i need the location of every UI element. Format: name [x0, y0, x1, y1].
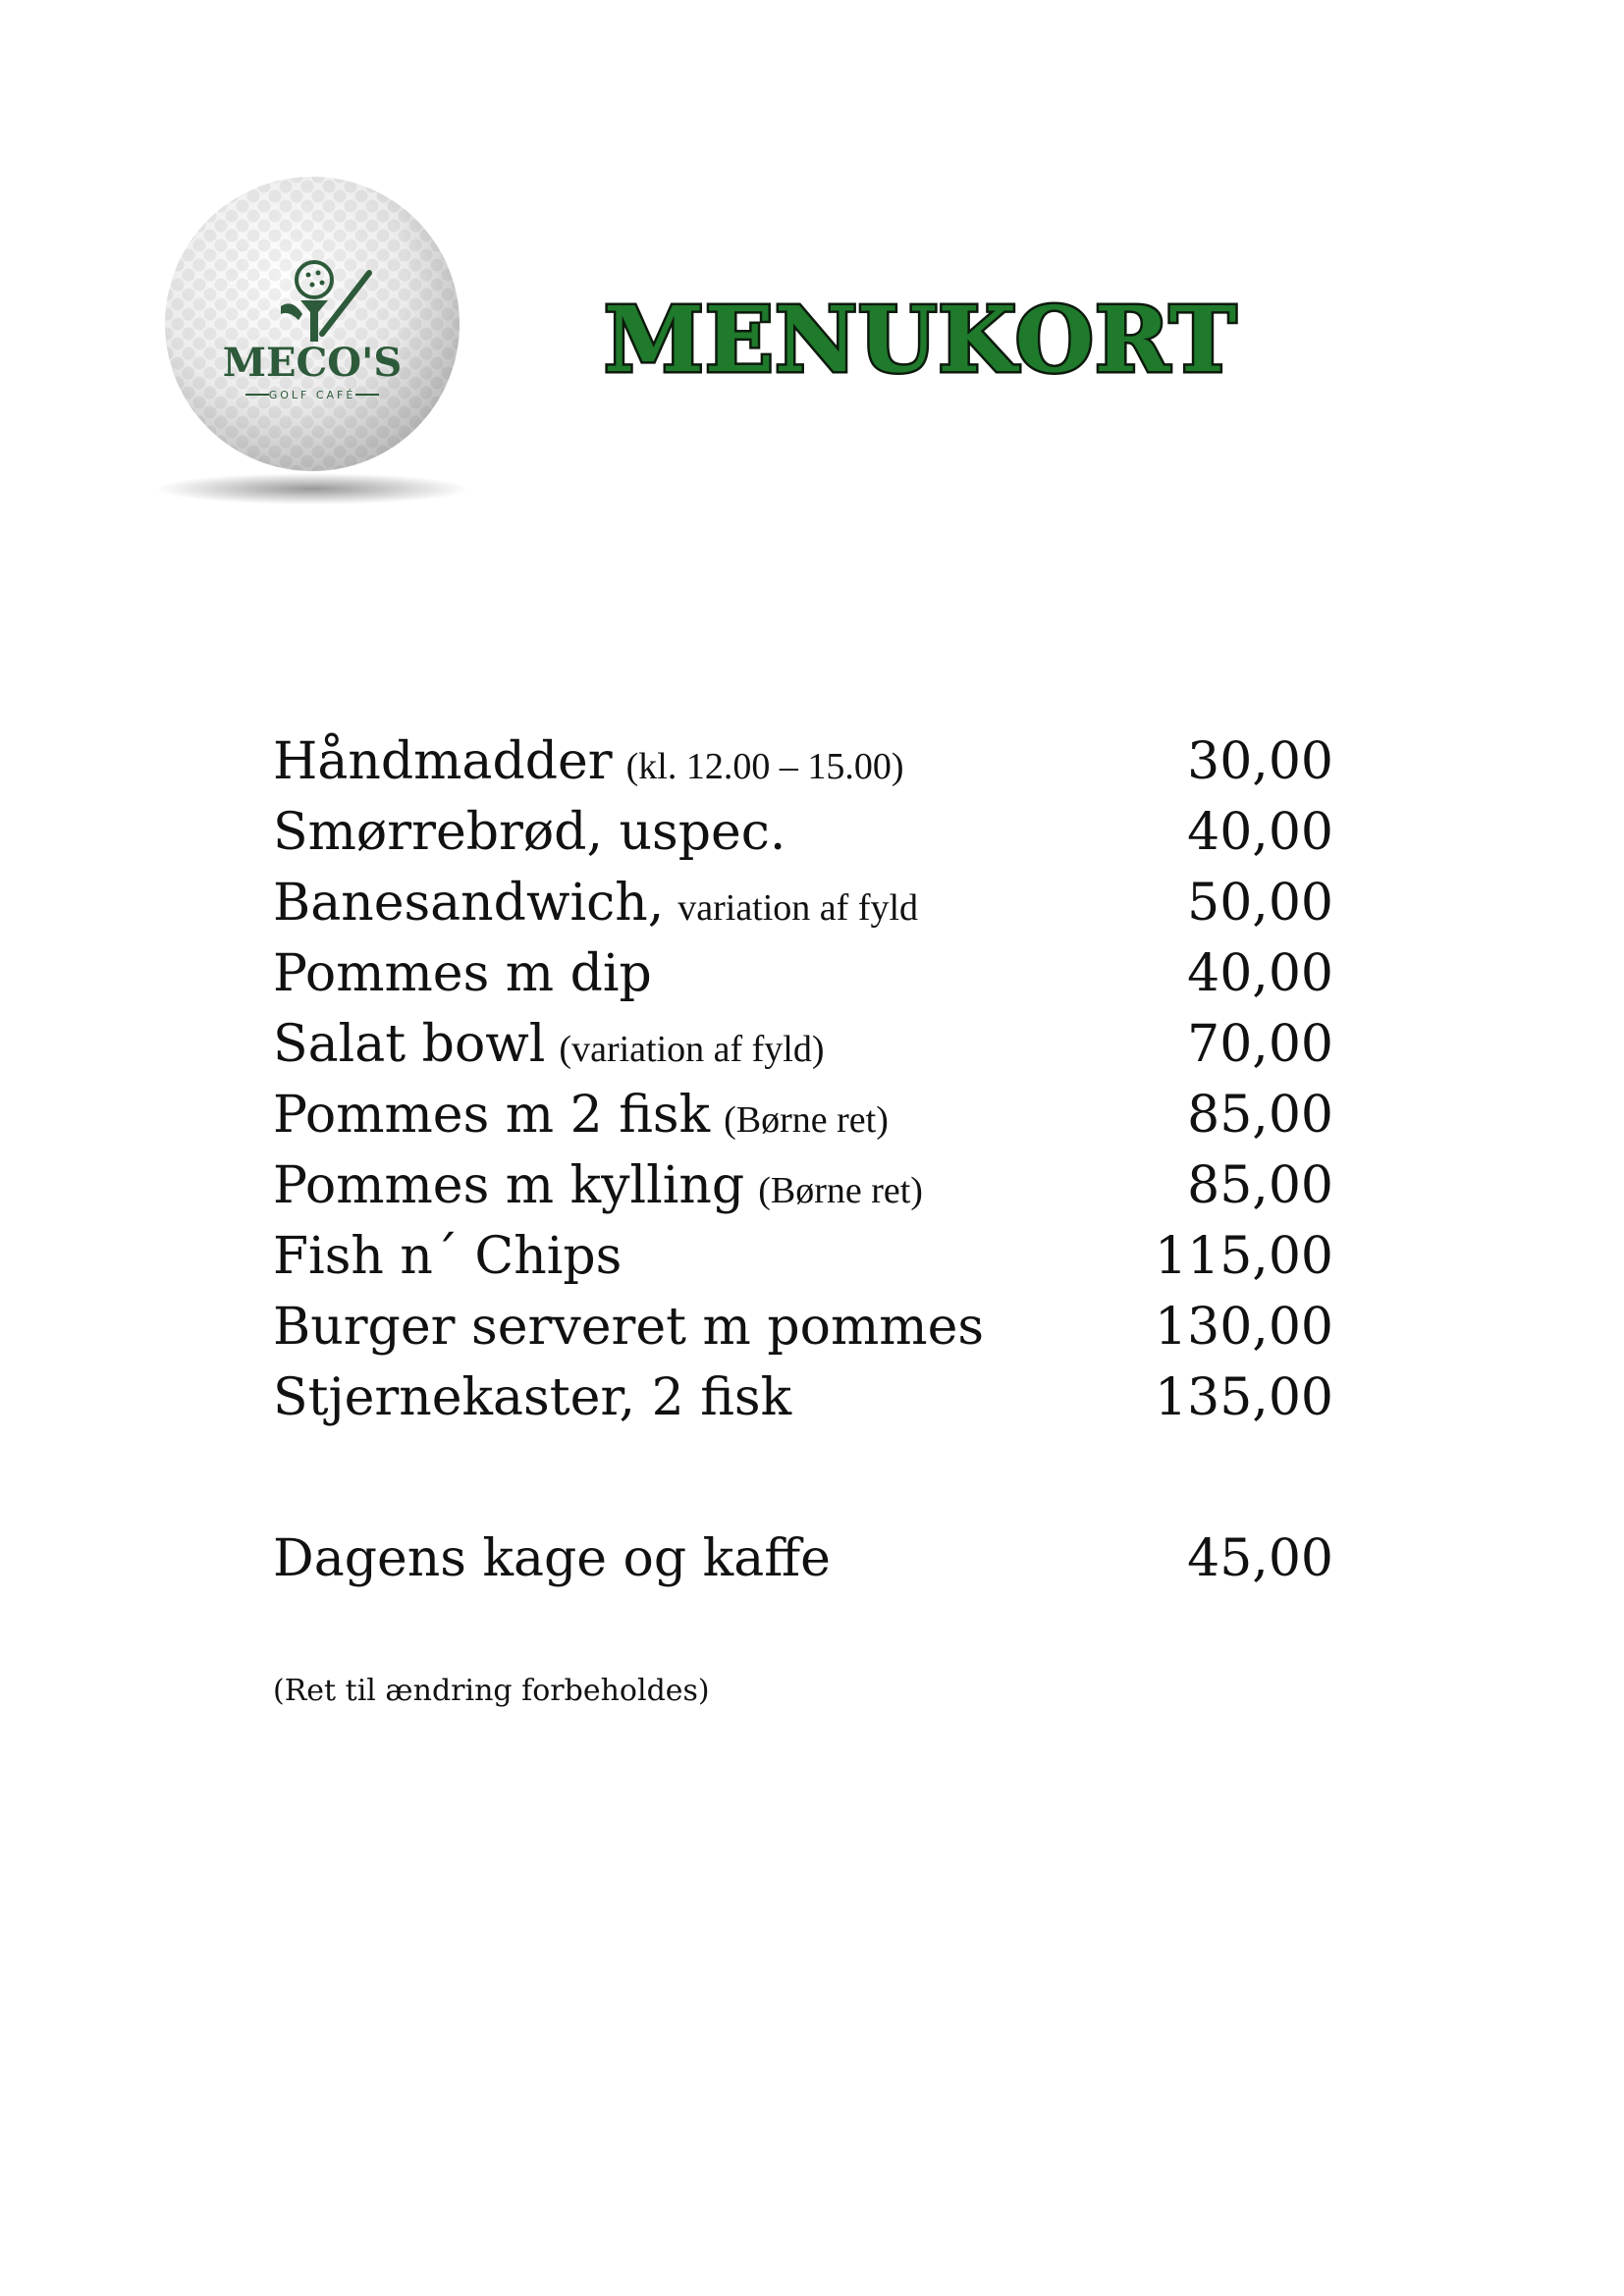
menu-item-price: 70,00 — [1187, 1015, 1333, 1074]
menu-item-price: 85,00 — [1187, 1156, 1333, 1215]
golf-ball-logo-icon — [145, 177, 479, 510]
menu-item — [273, 868, 1333, 938]
svg-text:MECO'S: MECO'S — [222, 340, 403, 386]
menu-list — [273, 726, 1333, 1594]
menu-item-name: Pommes m 2 fisk — [273, 1086, 711, 1145]
menu-item-price: 115,00 — [1155, 1227, 1333, 1286]
menu-item-price: 40,00 — [1187, 944, 1333, 1003]
menu-item-name: Pommes m kylling — [273, 1156, 745, 1215]
menu-item-price: 130,00 — [1155, 1298, 1333, 1357]
menu-item-name: Håndmadder — [273, 732, 613, 791]
menu-item-note: (variation af fyld) — [559, 1029, 825, 1070]
menu-item-name: Fish n´ Chips — [273, 1227, 623, 1286]
menu-item-price: 50,00 — [1187, 874, 1333, 933]
menu-item — [273, 726, 1333, 797]
menu-item — [273, 1362, 1333, 1433]
menu-item — [273, 1221, 1333, 1292]
menu-item — [273, 1150, 1333, 1221]
menu-item-price: 85,00 — [1187, 1086, 1333, 1145]
menu-item-note: (kl. 12.00 – 15.00) — [625, 746, 904, 787]
menu-item-name: Burger serveret m pommes — [273, 1298, 985, 1357]
menu-item-note: (Børne ret) — [724, 1099, 889, 1141]
menu-item-name: Stjernekaster, 2 fisk — [273, 1368, 792, 1427]
svg-text:GOLF CAFÉ: GOLF CAFÉ — [268, 389, 356, 401]
menu-item-name: Salat bowl — [273, 1015, 546, 1074]
menu-item-price: 45,00 — [1187, 1529, 1333, 1588]
menu-item — [273, 1080, 1333, 1150]
menu-item-price: 30,00 — [1187, 732, 1333, 791]
menu-item — [273, 1292, 1333, 1362]
menu-item-note: variation af fyld — [677, 887, 919, 929]
menu-item-price: 135,00 — [1155, 1368, 1333, 1427]
disclaimer-text: (Ret til ændring forbeholdes) — [273, 1674, 710, 1708]
menu-item-extra — [273, 1523, 1333, 1594]
menu-item-note: (Børne ret) — [758, 1170, 923, 1211]
menu-item-name: Dagens kage og kaffe — [273, 1529, 831, 1588]
menu-item-name: Pommes m dip — [273, 944, 652, 1003]
menu-item — [273, 797, 1333, 868]
page-title: MENUKORT — [604, 287, 1238, 393]
menu-item-name: Banesandwich, — [273, 874, 665, 933]
menu-item-name: Smørrebrød, uspec. — [273, 803, 786, 862]
menu-item — [273, 938, 1333, 1009]
menu-spacer — [273, 1433, 1333, 1523]
menu-item — [273, 1009, 1333, 1080]
menu-item-price: 40,00 — [1187, 803, 1333, 862]
